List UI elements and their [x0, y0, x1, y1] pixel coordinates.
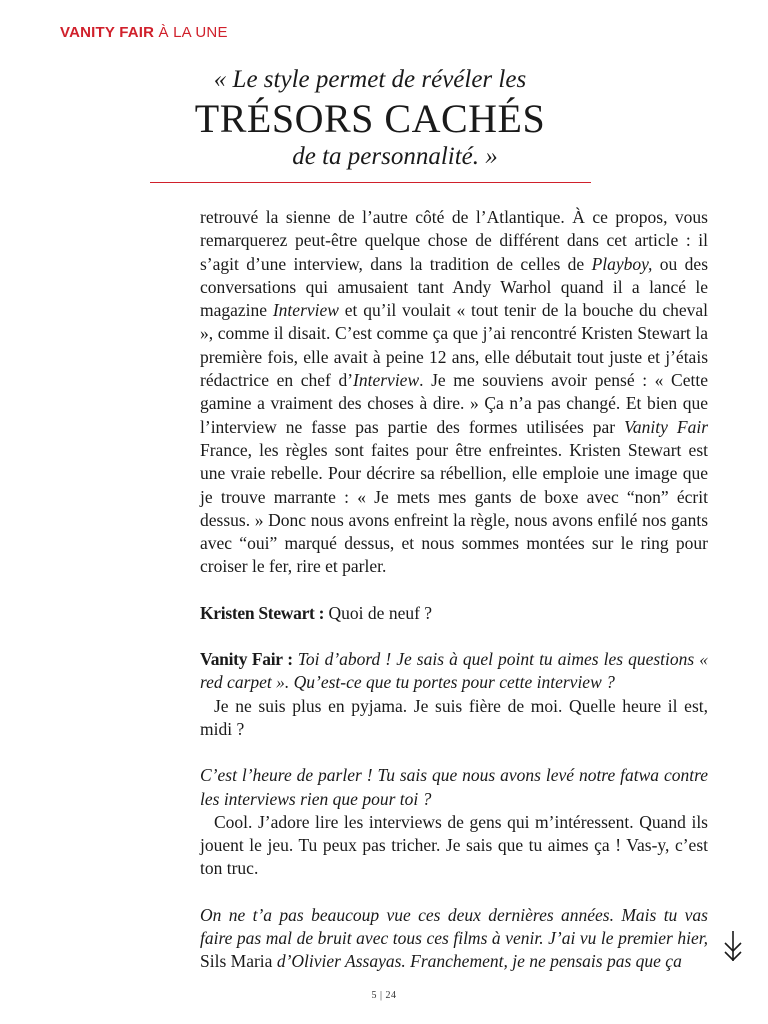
question-1: Vanity Fair : Toi d’abord ! Je sais à quel point tu aimes les questions « red carpet ». Qu’est-ce que tu portes pour cette interview ? [200, 649, 708, 693]
page-number: 5 | 24 [371, 990, 397, 1001]
speaker-name: Kristen Stewart : [200, 602, 325, 623]
question-2: C’est l’heure de parler ! Tu sais que nous avons levé notre fatwa contre les interviews rien que pour toi ? [200, 765, 708, 809]
scroll-down-arrow-icon[interactable] [722, 930, 744, 964]
brand-label: VANITY FAIR [60, 24, 155, 41]
divider-rule [150, 182, 591, 183]
film-title: Sils Maria [200, 951, 273, 972]
answer-2: Cool. J’adore lire les interviews de gens qui m’intéressent. Quand ils jouent le jeu. Tu peux pas tricher. Je sais que tu aimes ça ! Vas-y, c’est ton truc. [200, 811, 708, 879]
section-header [60, 24, 228, 41]
question-3: On ne t’a pas beaucoup vue ces deux dernières années. Mais tu vas faire pas mal de bruit avec tous ces films à venir. J’ai vu le premier hier, Sils Maria d’Olivier Assayas. Franchement, je ne pensais pas que ça [200, 904, 708, 972]
kristen-stewart-line: Kristen Stewart : Quoi de neuf ? [200, 602, 433, 623]
intro-paragraph: retrouvé la sienne de l’autre côté de l’Atlantique. À ce propos, vous remarquerez peut-être quelque chose de différent dans cet article : il s’agit d’une interview, dans la tradition de celles de Playboy, ou des conversations qui amusaient tant Andy Warhol quand il a lancé le magazine Interview et qu’il voulait « tout tenir de la bouche du cheval », comme il disait. C’est comme ça que j’ai rencontré Kristen Stewart la première fois, elle avait à peine 12 ans, elle débutait tout juste et j’étais rédactrice en chef d’Interview. Je me souviens avoir pensé : « Cette gamine a vraiment des choses à dire. » Ça n’a pas changé. Et bien que l’interview ne fasse pas partie des formes utilisées par Vanity Fair France, les règles sont faites pour être enfreintes. Kristen Stewart est une vraie rebelle. Pour décrire sa rébellion, elle emploie une image que je trouve marrante : « Je mets mes gants de boxe avec “non” écrit dessus. » Donc nous avons enfreint la règle, nous avons enfilé nos gants avec “oui” marqué dessus, et nous sommes montées sur le ring pour croiser le fer, rire et parler. [200, 207, 709, 577]
answer-1: Je ne suis plus en pyjama. Je suis fière de moi. Quelle heure il est, midi ? [200, 695, 708, 739]
pull-quote [150, 64, 590, 172]
pull-quote-line-3: de ta personnalité. » [292, 143, 498, 170]
article-body [200, 206, 708, 974]
speaker-name: Vanity Fair : [200, 649, 293, 670]
pull-quote-line-1: « Le style permet de révéler les [213, 66, 527, 93]
pull-quote-line-2: TRÉSORS CACHÉS [194, 96, 546, 141]
section-label: À LA UNE [158, 24, 228, 41]
